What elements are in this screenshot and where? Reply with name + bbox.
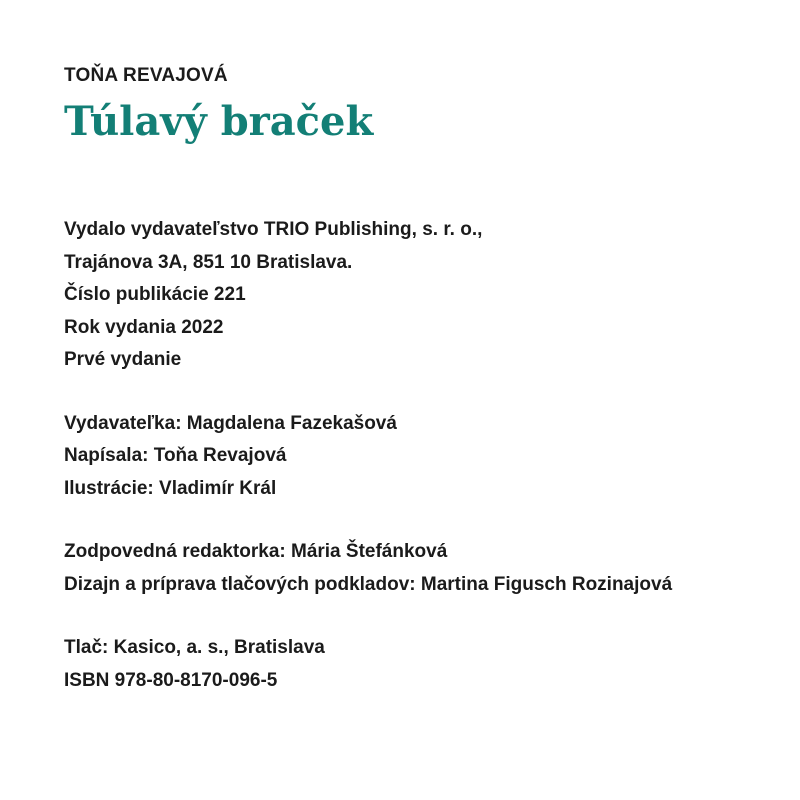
book-title: Túlavý braček: [64, 98, 374, 145]
isbn-line: ISBN 978-80-8170-096-5: [64, 669, 278, 691]
illustrator-line: Ilustrácie: Vladimír Král: [64, 477, 277, 499]
colophon: [64, 214, 764, 728]
publication-year-line: Rok vydania 2022: [64, 316, 224, 338]
publication-info-block: [64, 214, 764, 377]
editor-line: Zodpovedná redaktorka: Mária Štefánková: [64, 541, 448, 562]
publisher-line: Vydalo vydavateľstvo TRIO Publishing, s. r. o.,: [64, 219, 483, 240]
edition-line: Prvé vydanie: [64, 349, 182, 370]
credits-block: [64, 408, 764, 506]
publisher-person-line: Vydavateľka: Magdalena Fazekašová: [64, 412, 397, 434]
printer-line: Tlač: Kasico, a. s., Bratislava: [64, 637, 325, 658]
address-line: Trajánova 3A, 851 10 Bratislava.: [64, 251, 353, 273]
editorial-block: [64, 536, 764, 601]
publication-number-line: Číslo publikácie 221: [64, 284, 246, 305]
author-name: TOŇA REVAJOVÁ: [64, 65, 228, 86]
writer-line: Napísala: Toňa Revajová: [64, 445, 287, 466]
design-line: Dizajn a príprava tlačových podkladov: Martina Figusch Rozinajová: [64, 573, 673, 595]
print-block: [64, 632, 764, 697]
